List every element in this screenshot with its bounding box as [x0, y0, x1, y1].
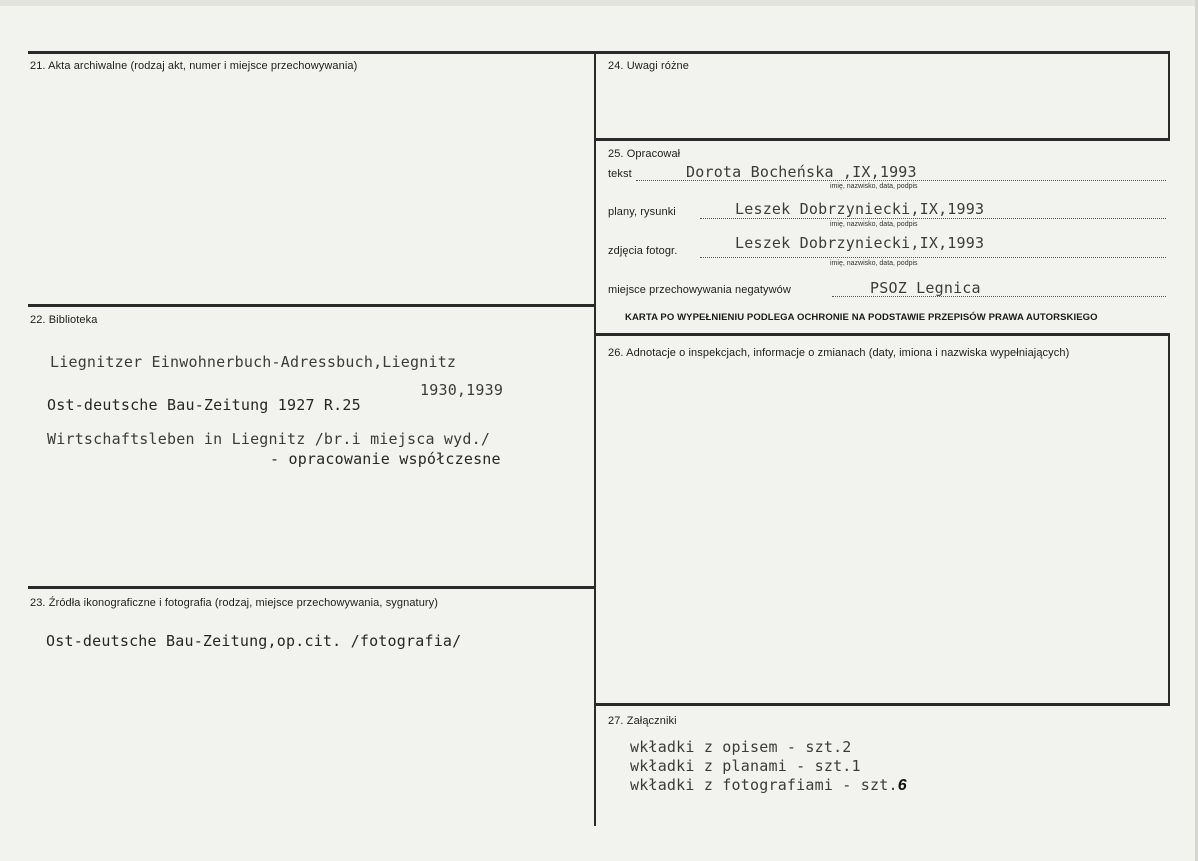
section-27-label: 27. Załączniki	[608, 715, 677, 727]
tekst-hint: imię, nazwisko, data, podpis	[830, 183, 918, 190]
tekst-value: Dorota Bocheńska ,IX,1993	[686, 163, 917, 181]
iconographic-source-1: Ost-deutsche Bau-Zeitung,op.cit. /fotografia/	[46, 632, 462, 650]
plany-label: plany, rysunki	[608, 206, 676, 218]
library-entry-3: Wirtschaftsleben in Liegnitz /br.i miejsca wyd./	[47, 430, 491, 448]
library-entry-1-years: 1930,1939	[420, 381, 504, 399]
section-23-label: 23. Źródła ikonograficzne i fotografia (rodzaj, miejsce przechowywania, sygnatury)	[30, 597, 439, 609]
library-entry-3-note: - opracowanie współczesne	[270, 450, 501, 468]
plany-value: Leszek Dobrzyniecki,IX,1993	[735, 200, 985, 218]
right-border-26	[1168, 333, 1170, 706]
rule-section-23	[28, 586, 594, 589]
rule-section-22	[28, 304, 594, 307]
rule-top	[28, 51, 1170, 54]
section-21-label: 21. Akta archiwalne (rodzaj akt, numer i miejsce przechowywania)	[30, 60, 358, 72]
library-entry-1: Liegnitzer Einwohnerbuch-Adressbuch,Liegnitz	[50, 353, 457, 371]
zdjecia-hint: imię, nazwisko, data, podpis	[830, 260, 918, 267]
plany-dotted-line	[700, 218, 1166, 219]
rule-section-25	[596, 138, 1170, 141]
right-border-upper	[1168, 51, 1170, 141]
section-25-label: 25. Opracował	[608, 148, 681, 160]
attachment-item-3	[630, 776, 907, 795]
section-24-label: 24. Uwagi różne	[608, 60, 689, 72]
attachment-item-2: wkładki z planami - szt.1	[630, 757, 861, 775]
rule-section-26	[596, 333, 1170, 336]
zdjecia-value: Leszek Dobrzyniecki,IX,1993	[735, 234, 985, 252]
attachment-item-3-text: wkładki z fotografiami - szt.	[630, 776, 898, 794]
negatywy-value: PSOZ Legnica	[870, 279, 981, 297]
zdjecia-label: zdjęcia fotogr.	[608, 245, 678, 257]
copyright-note: KARTA PO WYPEŁNIENIU PODLEGA OCHRONIE NA PODSTAWIE PRZEPISÓW PRAWA AUTORSKIEGO	[625, 312, 1098, 323]
library-entry-2: Ost-deutsche Bau-Zeitung 1927 R.25	[47, 396, 361, 414]
rule-section-27	[596, 703, 1170, 706]
attachment-item-1: wkładki z opisem - szt.2	[630, 738, 852, 756]
section-22-label: 22. Biblioteka	[30, 314, 98, 326]
plany-hint: imię, nazwisko, data, podpis	[830, 221, 918, 228]
zdjecia-dotted-line	[700, 257, 1166, 258]
card-top-edge	[0, 0, 1198, 6]
tekst-label: tekst	[608, 168, 632, 180]
vertical-divider	[594, 51, 596, 826]
section-26-label: 26. Adnotacje o inspekcjach, informacje o zmianach (daty, imiona i nazwiska wypełniających)	[608, 347, 1070, 359]
negatywy-label: miejsce przechowywania negatywów	[608, 284, 791, 296]
attachment-item-3-count: 6	[897, 777, 907, 794]
